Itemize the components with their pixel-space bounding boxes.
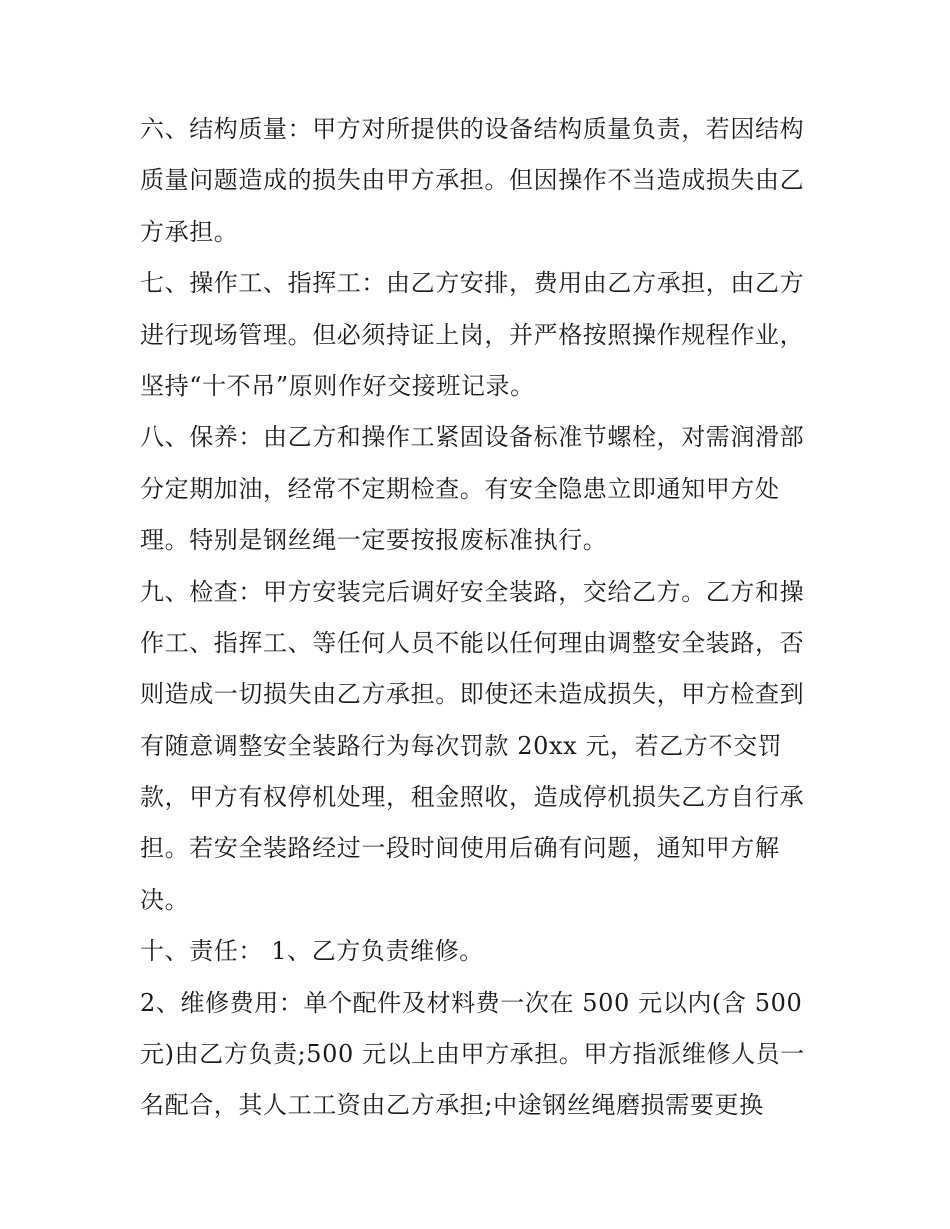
text-line: 决。 xyxy=(140,885,190,914)
text-line: 2、维修费用：单个配件及材料费一次在 500 元以内(含 500 xyxy=(140,988,803,1017)
text-line: 十、责任： 1、乙方负责维修。 xyxy=(140,937,484,966)
text-line: 有随意调整安全装路行为每次罚款 20xx 元，若乙方不交罚 xyxy=(140,731,783,760)
text-line: 名配合，其人工工资由乙方承担;中途钢丝绳磨损需要更换 xyxy=(140,1091,764,1120)
text-line: 九、检查：甲方安装完后调好安全装路，交给乙方。乙方和操 xyxy=(140,577,805,606)
text-line: 八、保养：由乙方和操作工紧固设备标准节螺栓，对需润滑部 xyxy=(140,423,805,452)
text-line: 款，甲方有权停机处理，租金照收，造成停机损失乙方自行承 xyxy=(140,783,805,812)
text-line: 分定期加油，经常不定期检查。有安全隐患立即通知甲方处 xyxy=(140,474,780,503)
text-line: 七、操作工、指挥工：由乙方安排，费用由乙方承担，由乙方 xyxy=(140,269,805,298)
text-line: 元)由乙方负责;500 元以上由甲方承担。甲方指派维修人员一 xyxy=(140,1040,805,1069)
text-line: 质量问题造成的损失由甲方承担。但因操作不当造成损失由乙 xyxy=(140,166,805,195)
text-line: 进行现场管理。但必须持证上岗，并严格按照操作规程作业， xyxy=(140,320,805,349)
text-line: 六、结构质量：甲方对所提供的设备结构质量负责，若因结构 xyxy=(140,115,805,143)
text-line: 坚持“十不吊”原则作好交接班记录。 xyxy=(140,371,535,400)
text-line: 担。若安全装路经过一段时间使用后确有问题，通知甲方解 xyxy=(140,834,780,863)
text-line: 则造成一切损失由乙方承担。即使还未造成损失，甲方检查到 xyxy=(140,680,805,709)
text-line: 理。特别是钢丝绳一定要按报废标准执行。 xyxy=(140,526,608,555)
text-line: 方承担。 xyxy=(140,217,239,246)
text-line: 作工、指挥工、等任何人员不能以任何理由调整安全装路，否 xyxy=(140,628,805,657)
document-body xyxy=(140,104,820,1132)
